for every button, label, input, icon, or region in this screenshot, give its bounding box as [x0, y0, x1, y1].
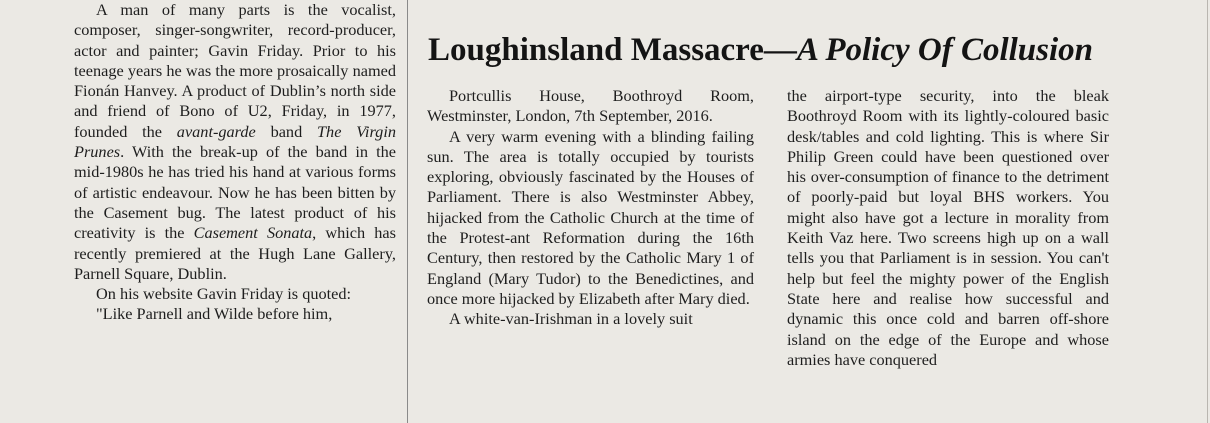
left-paragraph-2: On his website Gavin Friday is quoted: — [96, 284, 352, 304]
article-paragraph-3: A white-van-Irishman in a lovely suit — [449, 309, 693, 329]
headline-subtitle: A Policy Of Collusion — [796, 32, 1094, 68]
article-column-2 — [787, 86, 1109, 370]
article-column-1 — [427, 86, 754, 330]
text-run: A man of many parts is the vocalist, composer, singer-songwriter, record-producer, actor and painter; Gavin Friday. Prior to his teenage years he was the more prosaically named Fionán Hanvey. A product of Dublin’s north side and friend of Bono of U2, Friday, in 1977, founded the — [74, 0, 396, 141]
text-run: , which has recently premiered at the Hugh Lane Gallery, Parnell Square, Dublin. — [74, 223, 396, 283]
page-edge — [1207, 0, 1208, 423]
italic-band-name: The Virgin Prunes — [74, 121, 396, 162]
text-run: band — [270, 121, 303, 141]
article-paragraph-1: Portcullis House, Boothroyd Room, Westminster, London, 7th September, 2016. — [427, 86, 754, 126]
column-divider — [407, 0, 408, 423]
article-headline — [428, 30, 1188, 70]
left-column — [74, 0, 396, 325]
article-paragraph-2: A very warm evening with a blinding failing sun. The area is totally occupied by tourists exploring, obviously fascinated by the Houses of Parliament. There is also Westminster Abbey, hijacked from the Catholic Church at the time of the Protest-ant Reformation during the 16th Century, then restored by the Catholic Mary 1 of England (Mary Tudor) to the Benedictines, and once more hijacked by Elizabeth after Mary died. — [427, 126, 754, 308]
text-run: . With the break-up of the band in the mid-1980s he has tried his hand at various forms of artistic endeavour. Now he has been bitten by the Casement bug. The latest product of his creativity is the — [74, 142, 396, 243]
left-paragraph-1 — [74, 0, 396, 284]
article-paragraph-continued: the airport-type security, into the bleak Boothroyd Room with its lightly-coloured basic desk/tables and cold lighting. This is where Sir Philip Green could have been questioned over his over-consumption of finance to the detriment of poorly-paid but loyal BHS workers. You might also have got a lecture in morality from Keith Vaz here. Two screens high up on a wall tells you that Parliament is in session. You can't help but feel the mighty power of the English State here and realise how successful and dynamic this once cold and barren off-shore island on the edge of the Europe and whose armies have conquered — [787, 86, 1109, 369]
headline-main: Loughinsland Massacre — [428, 32, 764, 68]
left-quote-start: "Like Parnell and Wilde before him, — [96, 304, 333, 324]
headline-dash: — — [763, 32, 797, 68]
italic-term: avant-garde — [176, 121, 256, 141]
italic-work-title: Casement Sonata — [193, 223, 313, 243]
